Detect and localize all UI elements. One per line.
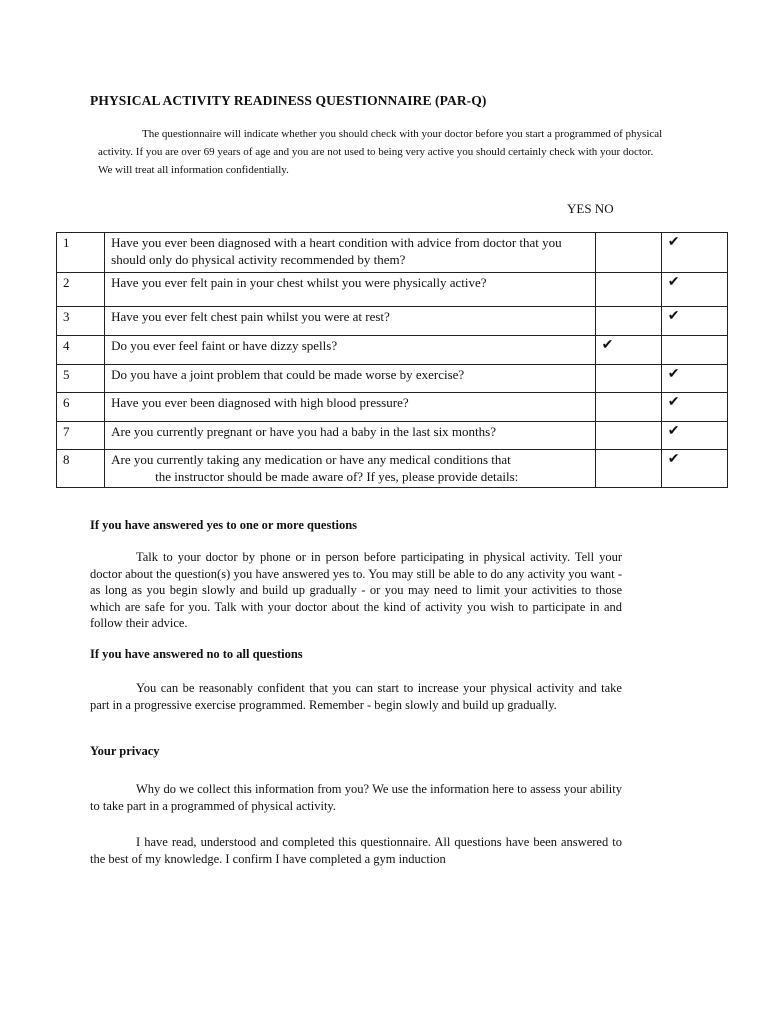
no-checkbox-cell[interactable]: ✔ [661,273,727,307]
question-row [57,450,728,488]
no-answers-paragraph: You can be reasonably confident that you can start to increase your physical activity and take part in a progressive exercise programmed. Remember - begin slowly and build up gradually. [90,681,622,712]
yes-no-header: YES NO [567,201,614,216]
question-row [57,273,728,307]
question-number: 5 [57,365,105,393]
no-checkbox-cell[interactable]: ✔ [661,393,727,422]
question-number: 6 [57,393,105,422]
yes-checkbox-cell[interactable] [595,365,661,393]
yes-answers-heading: If you have answered yes to one or more questions [90,518,358,532]
privacy-paragraph: Why do we collect this information from you? We use the information here to assess your ability to take part in a programmed of physical activity. [90,782,622,813]
yes-answers-paragraph: Talk to your doctor by phone or in person before participating in physical activity. Tell your doctor about the question(s) you have answered yes to. You may still be able to do any activity you want - as long as you begin slowly and build up gradually - or you may need to limit your activities to those which are safe for you. Talk with your doctor about the kind of activity you wish to participate in and follow their advice. [90,550,622,630]
no-answers-heading: If you have answered no to all questions [90,647,303,661]
yes-checkbox-cell[interactable] [595,273,661,307]
question-text: Are you currently pregnant or have you had a baby in the last six months? [105,422,595,450]
question-number: 8 [57,450,105,488]
question-text: Do you have a joint problem that could be made worse by exercise? [105,365,595,393]
question-number: 7 [57,422,105,450]
no-checkbox-cell[interactable]: ✔ [661,307,727,336]
question-text: Have you ever been diagnosed with a heart condition with advice from doctor that you should only do physical activity recommended by them? [105,233,595,273]
question-text-line: Are you currently taking any medication or have any medical conditions that [111,452,511,467]
yes-checkbox-cell[interactable] [595,233,661,273]
question-row [57,307,728,336]
question-text: Have you ever been diagnosed with high blood pressure? [105,393,595,422]
questionnaire-table [56,232,728,488]
intro-paragraph: The questionnaire will indicate whether you should check with your doctor before you start a programmed of physical activity. If you are over 69 years of age and you are not used to being very active you should certainly check with your doctor. We will treat all information confidentially. [98,128,663,176]
question-text-line: the instructor should be made aware of? If yes, please provide details: [155,469,519,484]
yes-checkbox-cell[interactable] [595,307,661,336]
yes-checkbox-cell[interactable] [595,450,661,488]
question-number: 3 [57,307,105,336]
question-number: 4 [57,336,105,365]
no-checkbox-cell[interactable]: ✔ [661,422,727,450]
privacy-heading: Your privacy [90,744,160,758]
no-checkbox-cell[interactable]: ✔ [661,233,727,273]
question-row [57,233,728,273]
yes-checkbox-cell[interactable] [595,393,661,422]
no-checkbox-cell[interactable] [661,336,727,365]
question-text: Have you ever felt chest pain whilst you were at rest? [105,307,595,336]
question-text [105,450,595,488]
question-number: 2 [57,273,105,307]
question-row [57,393,728,422]
yes-checkbox-cell[interactable] [595,422,661,450]
yes-checkbox-cell[interactable]: ✔ [595,336,661,365]
no-checkbox-cell[interactable]: ✔ [661,450,727,488]
document-title: PHYSICAL ACTIVITY READINESS QUESTIONNAIRE (PAR-Q) [90,93,487,108]
question-text: Have you ever felt pain in your chest whilst you were physically active? [105,273,595,307]
question-row [57,336,728,365]
declaration-paragraph: I have read, understood and completed this questionnaire. All questions have been answered to the best of my knowledge. I confirm I have completed a gym induction [90,835,622,866]
question-text: Do you ever feel faint or have dizzy spells? [105,336,595,365]
question-number: 1 [57,233,105,273]
question-row [57,422,728,450]
question-row [57,365,728,393]
no-checkbox-cell[interactable]: ✔ [661,365,727,393]
